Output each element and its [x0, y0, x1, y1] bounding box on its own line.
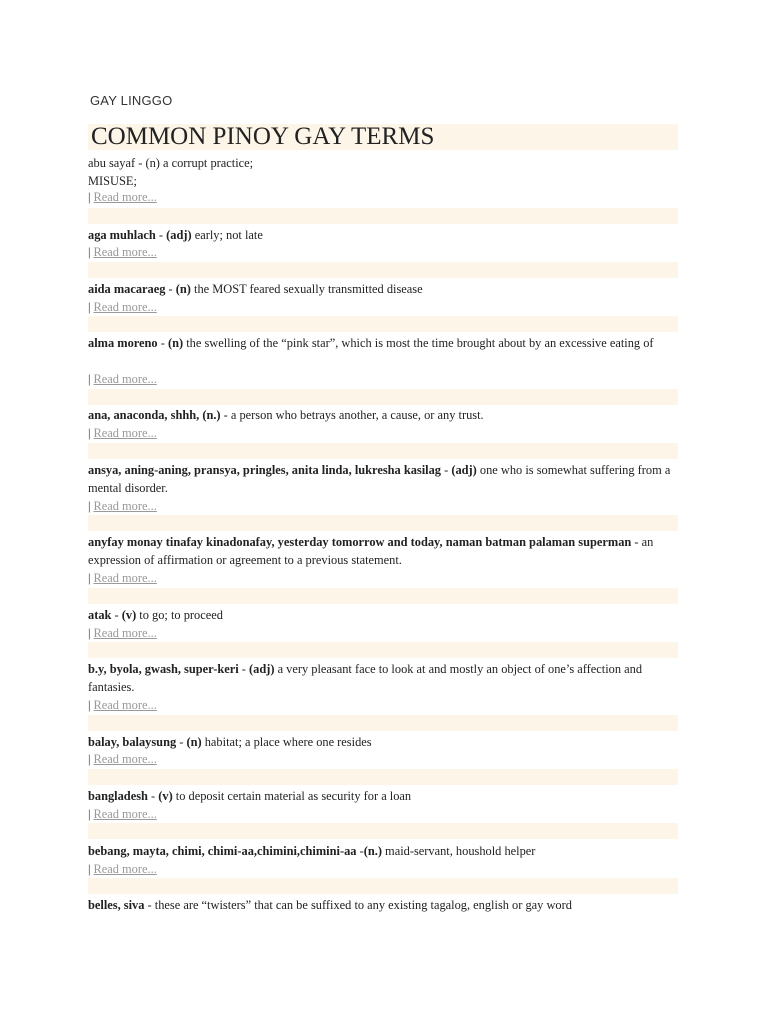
separator-band	[88, 823, 678, 839]
entry-def: maid-servant, houshold helper	[381, 844, 536, 858]
entry-def: a person who betrays another, a cause, or any trust.	[230, 408, 484, 422]
entry-term: atak	[88, 608, 112, 622]
entry-aga-muhlach	[88, 226, 680, 244]
read-more-row: | Read more...	[88, 752, 157, 766]
entry-term: ana, anaconda, shhh, (n.)	[88, 408, 221, 422]
entry-sep: -	[165, 282, 176, 296]
read-more-link[interactable]: Read more...	[93, 499, 157, 513]
entry-def: to go; to proceed	[136, 608, 223, 622]
entry-pos: (v)	[158, 789, 173, 803]
read-more-row: | Read more...	[88, 626, 157, 640]
entry-term: bangladesh	[88, 789, 148, 803]
separator-band	[88, 769, 678, 785]
doc-kicker: GAY LINGGO	[90, 93, 173, 108]
entry-sep: -	[144, 898, 155, 912]
entry-sep: -	[111, 608, 122, 622]
entry-def: habitat; a place where one resides	[201, 735, 372, 749]
entry-term: anyfay monay tinafay kinadonafay, yesterday tomorrow and today, naman batman palaman superman	[88, 535, 632, 549]
read-more-link[interactable]: Read more...	[93, 698, 157, 712]
separator-band	[88, 588, 678, 604]
read-more-link[interactable]: Read more...	[93, 300, 157, 314]
read-more-link[interactable]: Read more...	[93, 752, 157, 766]
entry-sep: -	[356, 844, 364, 858]
entry-pos: (adj)	[166, 228, 192, 242]
entry-def: the swelling of the “pink star”, which is most the time brought about by an excessive eating of	[183, 336, 654, 350]
entry-pos: (adj)	[451, 463, 477, 477]
entry-term: bebang, mayta, chimi, chimi-aa,chimini,chimini-aa	[88, 844, 357, 858]
separator-band	[88, 208, 678, 224]
separator-band	[88, 515, 678, 531]
entry-def: one who is somewhat suffering from a mental disorder.	[88, 463, 671, 495]
read-more-row: | Read more...	[88, 807, 157, 821]
separator-band	[88, 642, 678, 658]
entry-term: aida macaraeg	[88, 282, 166, 296]
read-more-row: | Read more...	[88, 499, 157, 513]
entry-sep: -	[157, 336, 168, 350]
entry-pos: (adj)	[249, 662, 275, 676]
entry-sep: -	[220, 408, 231, 422]
separator-band	[88, 715, 678, 731]
entry-balay	[88, 733, 680, 751]
entry-term: aga muhlach	[88, 228, 156, 242]
entry-abu-sayaf	[88, 154, 680, 190]
read-more-row: | Read more...	[88, 300, 157, 314]
entry-extra: MISUSE;	[88, 174, 137, 188]
entry-sep: -	[155, 228, 167, 242]
read-more-row: | Read more...	[88, 571, 157, 585]
entry-belles-siva	[88, 896, 680, 914]
entry-term: balay, balaysung	[88, 735, 177, 749]
entry-anyfay-monay	[88, 533, 680, 569]
separator-band	[88, 389, 678, 405]
separator-band	[88, 316, 678, 332]
entry-def: to deposit certain material as security for a loan	[172, 789, 412, 803]
entry-aida-macaraeg	[88, 280, 680, 298]
entry-def: the MOST feared sexually transmitted disease	[190, 282, 423, 296]
separator-band	[88, 262, 678, 278]
read-more-link[interactable]: Read more...	[93, 190, 157, 204]
entry-sep: -	[441, 463, 452, 477]
entry-sep: -	[631, 535, 642, 549]
read-more-row: | Read more...	[88, 862, 157, 876]
read-more-row: | Read more...	[88, 426, 157, 440]
read-more-link[interactable]: Read more...	[93, 245, 157, 259]
read-more-link[interactable]: Read more...	[93, 626, 157, 640]
entry-term: belles, siva	[88, 898, 145, 912]
entry-alma-moreno	[88, 334, 680, 352]
read-more-link[interactable]: Read more...	[93, 862, 157, 876]
entry-pos: (n)	[175, 282, 191, 296]
read-more-link[interactable]: Read more...	[93, 372, 157, 386]
entry-pos: (v)	[121, 608, 137, 622]
entry-def: a very pleasant face to look at and mostly an object of one’s affection and fantasies.	[88, 662, 643, 694]
entry-ana-anaconda	[88, 406, 680, 424]
entry-by-byola	[88, 660, 680, 696]
entry-sep: -	[238, 662, 249, 676]
entry-pos: (n)	[186, 735, 202, 749]
entry-pos: (n.)	[363, 844, 382, 858]
read-more-row: | Read more...	[88, 698, 157, 712]
separator-band	[88, 878, 678, 894]
entry-term: alma moreno	[88, 336, 158, 350]
entry-term: b.y, byola, gwash, super-keri	[88, 662, 239, 676]
entry-def: these are “twisters” that can be suffixed to any existing tagalog, english or gay word	[154, 898, 572, 912]
page-title: COMMON PINOY GAY TERMS	[91, 123, 435, 150]
entry-atak	[88, 606, 680, 624]
entry-text: abu sayaf - (n) a corrupt practice;	[88, 156, 254, 170]
read-more-link[interactable]: Read more...	[93, 571, 157, 585]
read-more-link[interactable]: Read more...	[93, 426, 157, 440]
read-more-row: | Read more...	[88, 245, 157, 259]
separator-band	[88, 443, 678, 459]
read-more-row: | Read more...	[88, 190, 157, 204]
entry-def: an expression of affirmation or agreement to a previous statement.	[88, 535, 654, 567]
entry-bangladesh	[88, 787, 680, 805]
entry-sep: -	[176, 735, 187, 749]
read-more-row: | Read more...	[88, 372, 157, 386]
entry-sep: -	[147, 789, 159, 803]
entry-ansya	[88, 461, 680, 497]
entry-bebang	[88, 842, 680, 860]
entry-term: ansya, aning-aning, pransya, pringles, anita linda, lukresha kasilag	[88, 463, 442, 477]
entry-pos: (n)	[167, 336, 184, 350]
entry-def: early; not late	[191, 228, 263, 242]
read-more-link[interactable]: Read more...	[93, 807, 157, 821]
